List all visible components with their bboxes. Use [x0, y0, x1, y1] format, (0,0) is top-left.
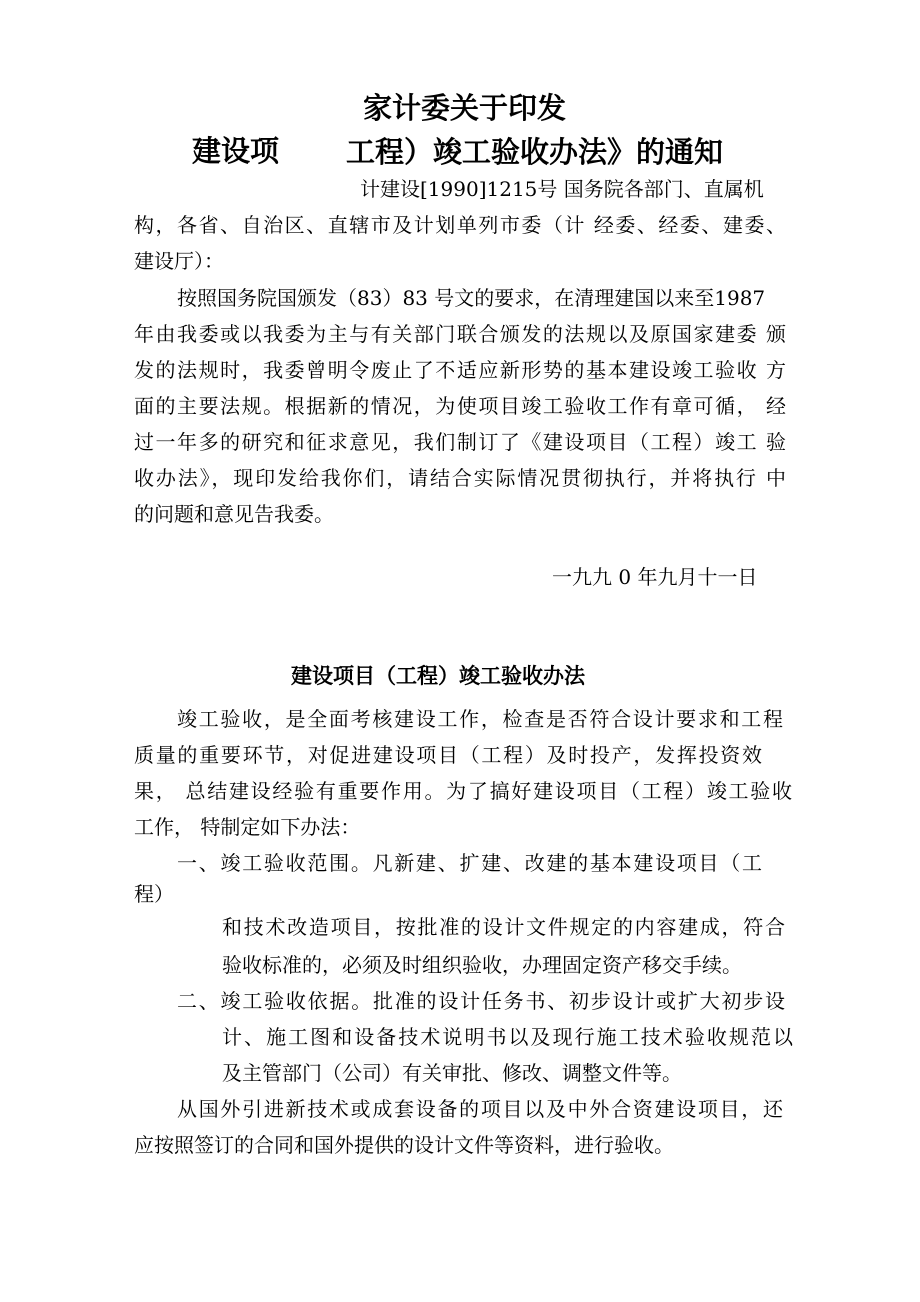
notice-text-line: 的问题和意见告我委。	[134, 502, 334, 526]
notice-text-line: 按照国务院国颁发（83）83 号文的要求，在清理建国以来至1987	[177, 286, 766, 310]
notice-date: 一九九 0 年九月十一日	[552, 565, 758, 589]
rules-text-line: 工作， 特制定如下办法：	[134, 815, 361, 839]
rules-text-line: 果， 总结建设经验有重要作用。为了搞好建设项目（工程）竣工验收	[134, 779, 792, 803]
rules-text-line: 计、施工图和设备技术说明书以及现行施工技术验收规范以	[222, 1025, 793, 1049]
rules-text-line: 质量的重要环节，对促进建设项目（工程）及时投产，发挥投资效	[134, 743, 762, 767]
rules-item-two: 二、竣工验收依据。批准的设计任务书、初步设计或扩大初步设	[177, 989, 785, 1013]
notice-text-line: 建设厅）：	[134, 249, 224, 273]
notice-title-line1: 家计委关于印发	[363, 91, 567, 125]
rules-text-line: 及主管部门（公司）有关审批、修改、调整文件等。	[222, 1061, 682, 1085]
rules-title: 建设项目（工程）竣工验收办法	[291, 664, 585, 688]
rules-text-line: 应按照签订的合同和国外提供的设计文件等资料，进行验收。	[134, 1133, 674, 1157]
rules-text-line: 从国外引进新技术或成套设备的项目以及中外合资建设项目，还	[177, 1097, 783, 1121]
rules-text-line: 程）	[134, 882, 174, 906]
rules-text-line: 和技术改造项目，按批准的设计文件规定的内容建成，符合	[222, 915, 785, 939]
rules-text-line: 竣工验收，是全面考核建设工作，检查是否符合设计要求和工程	[177, 707, 783, 731]
notice-doc-number: 计建设[1990]1215号 国务院各部门、直属机	[360, 177, 764, 201]
notice-text-line: 过一年多的研究和征求意见，我们制订了《建设项目（工程）竣工 验	[134, 430, 786, 454]
rules-text-line: 验收标准的，必须及时组织验收，办理固定资产移交手续。	[222, 953, 742, 977]
notice-text-line: 构，各省、自治区、直辖市及计划单列市委（计 经委、经委、建委、	[134, 213, 786, 237]
rules-item-one: 一、竣工验收范围。凡新建、扩建、改建的基本建设项目（工	[177, 851, 762, 875]
notice-title-line2-left: 建设项	[192, 134, 280, 168]
notice-title-line2-right: 工程）竣工验收办法》的通知	[346, 135, 724, 169]
notice-text-line: 面的主要法规。根据新的情况，为使项目竣工验收工作有章可循， 经	[134, 394, 786, 418]
notice-text-line: 年由我委或以我委为主与有关部门联合颁发的法规以及原国家建委 颁	[134, 322, 786, 346]
notice-text-line: 收办法》，现印发给我你们，请结合实际情况贯彻执行，并将执行 中	[134, 466, 786, 490]
notice-text-line: 发的法规时，我委曾明令废止了不适应新形势的基本建设竣工验收 方	[134, 358, 786, 382]
